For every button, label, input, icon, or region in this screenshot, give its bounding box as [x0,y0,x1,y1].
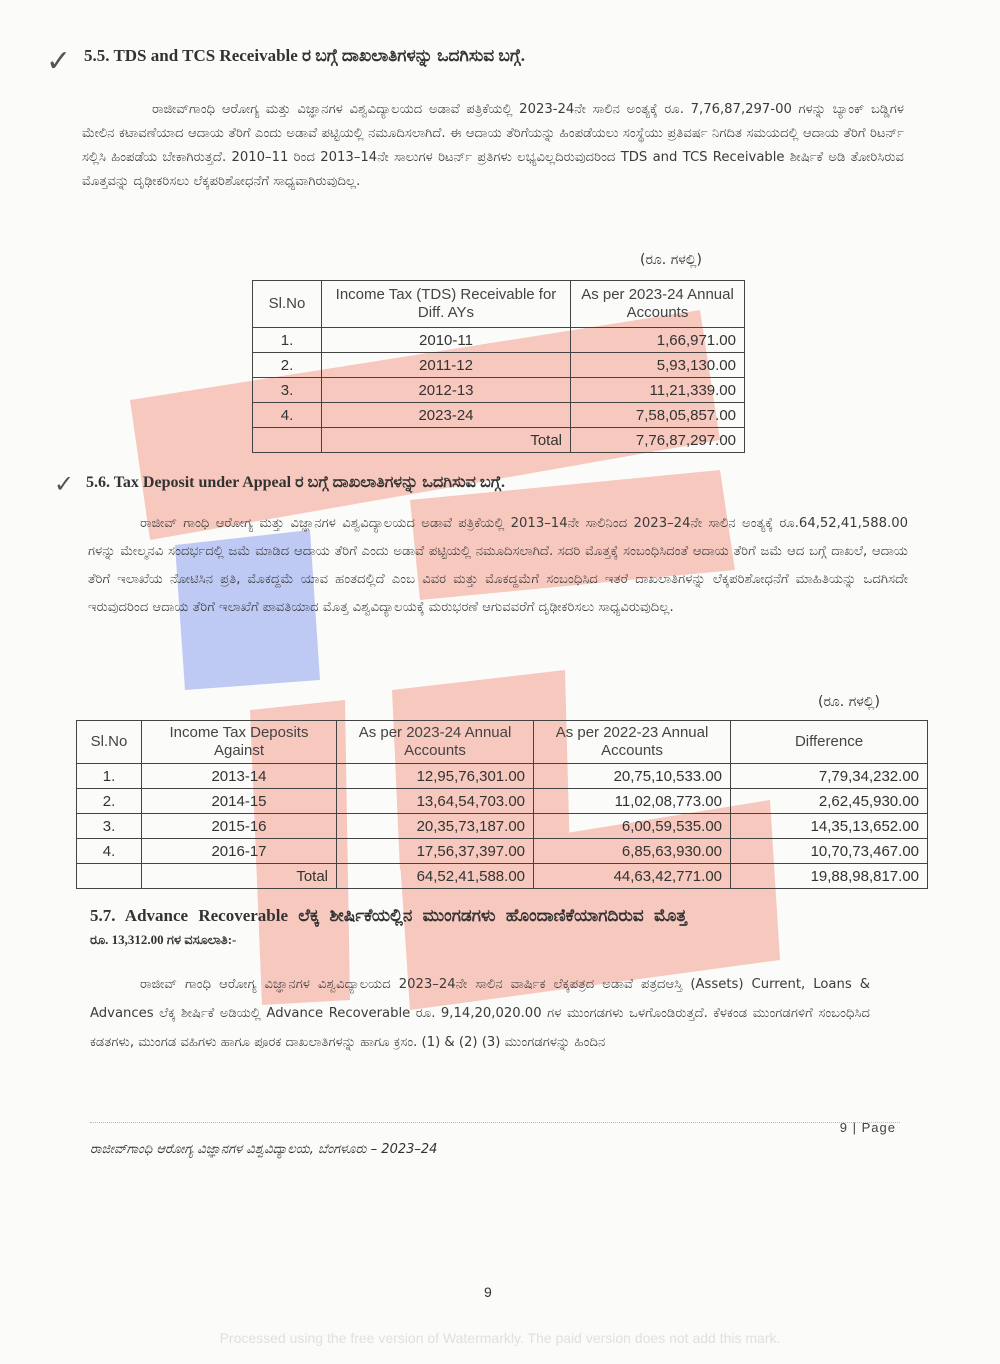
checkmark-icon: ✓ [46,44,72,79]
table-row: 2. 2014-15 13,64,54,703.00 11,02,08,773.00 2,62,45,930.00 [77,789,928,814]
table-row: 3. 2015-16 20,35,73,187.00 6,00,59,535.00 14,35,13,652.00 [77,814,928,839]
footer-divider [90,1122,900,1123]
section-5-7-paragraph: ರಾಜೀವ್ ಗಾಂಧಿ ಆರೋಗ್ಯ ವಿಜ್ಞಾನಗಳ ವಿಶ್ವವಿದ್ಯಾಲಯದ 2023–24ನೇ ಸಾಲಿನ ವಾರ್ಷಿಕ ಲೆಕ್ಕಪತ್ರದ ಅಡಾವೆ ಪತ್ರದಆಸ್ತಿ (Assets) Current, Loans & Advances ಲೆಕ್ಕ ಶೀರ್ಷಿಕೆ ಅಡಿಯಲ್ಲಿ Advance Recoverable ರೂ. 9,14,20,020.00 ಗಳ ಮುಂಗಡಗಳು ಒಳಗೊಂಡಿರುತ್ತದೆ. ಕೆಳಕಂಡ ಮುಂಗಡಗಳಿಗೆ ಸಂಬಂಧಿಸಿದ ಕಡತಗಳು, ಮುಂಗಡ ವಹಿಗಳು ಹಾಗೂ ಪೂರಕ ದಾಖಲಾತಿಗಳನ್ನು ಹಾಗೂ ಕ್ರಸಂ. (1) & (2) (3) ಮುಂಗಡಗಳನ್ನು ಹಿಂದಿನ [90,977,870,1050]
table-header: Sl.No [253,281,322,328]
table-header: Difference [731,721,928,764]
table-row: 2. 2011-12 5,93,130.00 [253,353,745,378]
table-header: As per 2023-24 Annual Accounts [571,281,745,328]
table-total-row: Total 64,52,41,588.00 44,63,42,771.00 19,88,98,817.00 [77,864,928,889]
section-5-5-title: 5.5. TDS and TCS Receivable ರ ಬಗ್ಗೆ ದಾಖಲಾತಿಗಳನ್ನು ಒದಗಿಸುವ ಬಗ್ಗೆ. [84,46,526,65]
table-header: Income Tax Deposits Against [142,721,337,764]
table-row: 1. 2010-11 1,66,971.00 [253,328,745,353]
watermark-notice: Processed using the free version of Watermarkly. The paid version does not add this mark. [219,1330,781,1346]
footer-institution: ರಾಜೀವ್‌ಗಾಂಧಿ ಆರೋಗ್ಯ ವಿಜ್ಞಾನಗಳ ವಿಶ್ವವಿದ್ಯಾಲಯ, ಬೆಂಗಳೂರು – 2023–24 [90,1142,438,1157]
tds-receivable-table [252,280,745,453]
table-row: 4. 2023-24 7,58,05,857.00 [253,403,745,428]
tax-deposit-table [76,720,928,889]
table-header: As per 2022-23 Annual Accounts [534,721,731,764]
section-5-7-title: 5.7. Advance Recoverable ಲೆಕ್ಕ ಶೀರ್ಷಿಕೆಯಲ್ಲಿನ ಮುಂಗಡಗಳು ಹೊಂದಾಣಿಕೆಯಾಗದಿರುವ ಮೊತ್ತ [90,906,687,925]
page-label: 9 | Page [839,1120,896,1135]
section-5-6-paragraph: ರಾಜೀವ್ ಗಾಂಧಿ ಆರೋಗ್ಯ ಮತ್ತು ವಿಜ್ಞಾನಗಳ ವಿಶ್ವವಿದ್ಯಾಲಯದ ಅಡಾವೆ ಪತ್ರಿಕೆಯಲ್ಲಿ 2013–14ನೇ ಸಾಲಿನಿಂದ 2023–24ನೇ ಸಾಲಿನ ಅಂತ್ಯಕ್ಕೆ ರೂ.64,52,41,588.00 ಗಳನ್ನು ಮೇಲ್ಮನವಿ ಸಂದರ್ಭದಲ್ಲಿ ಜಮೆ ಮಾಡಿದ ಆದಾಯ ತೆರಿಗೆ ಎಂದು ಅಡಾವೆ ಪಟ್ಟಿಯಲ್ಲಿ ನಮೂದಿಸಲಾಗಿದೆ. ಸದರಿ ಮೊತ್ತಕ್ಕೆ ಸಂಬಂಧಿಸಿದಂತೆ ಆದಾಯ ತೆರಿಗೆ ಜಮೆ ಆದ ಬಗ್ಗೆ ದಾಖಲೆ, ಆದಾಯ ತೆರಿಗೆ ಇಲಾಖೆಯ ನೋಟಿಸಿನ ಪ್ರತಿ, ಮೊಕದ್ದಮೆ ಯಾವ ಹಂತದಲ್ಲಿದೆ ಎಂಬ ವಿವರ ಮತ್ತು ಮೊಕದ್ದಮೆಗೆ ಸಂಬಂಧಿಸಿದ ಇತರೆ ದಾಖಲಾತಿಗಳನ್ನು ಲೆಕ್ಕಪರಿಶೋಧನೆಗೆ ಮಾಹಿತಿಯನ್ನು ಒದಗಿಸದೇ ಇರುವುದರಿಂದ ಆದಾಯ ತೆರಿಗೆ ಇಲಾಖೆಗೆ ಪಾವತಿಯಾದ ಮೊತ್ತ ವಿಶ್ವವಿದ್ಯಾಲಯಕ್ಕೆ ಮರುಭರಣೆ ಆಗುವವರೆಗೆ ದೃಢೀಕರಿಸಲು ಸಾಧ್ಯವಿರುವುದಿಲ್ಲ. [88,516,908,615]
section-5-7-subtitle: ರೂ. 13,312.00 ಗಳ ವಸೂಲಾತಿ:- [90,932,237,947]
table-header: As per 2023-24 Annual Accounts [337,721,534,764]
section-5-6-title: 5.6. Tax Deposit under Appeal ರ ಬಗ್ಗೆ ದಾಖಲಾತಿಗಳನ್ನು ಒದಗಿಸುವ ಬಗ್ಗೆ. [86,474,505,491]
table-row: 1. 2013-14 12,95,76,301.00 20,75,10,533.00 7,79,34,232.00 [77,764,928,789]
table-row: 3. 2012-13 11,21,339.00 [253,378,745,403]
table-header: Sl.No [77,721,142,764]
page-number: 9 [484,1284,492,1300]
checkmark-icon: ✓ [54,470,75,498]
section-5-5-unit: (ರೂ. ಗಳಲ್ಲಿ) [640,252,702,268]
section-5-5-paragraph: ರಾಜೀವ್‌ಗಾಂಧಿ ಆರೋಗ್ಯ ಮತ್ತು ವಿಜ್ಞಾನಗಳ ವಿಶ್ವವಿದ್ಯಾಲಯದ ಅಡಾವೆ ಪತ್ರಿಕೆಯಲ್ಲಿ 2023-24ನೇ ಸಾಲಿನ ಅಂತ್ಯಕ್ಕೆ ರೂ. 7,76,87,297-00 ಗಳನ್ನು ಬ್ಯಾಂಕ್ ಬಡ್ಡಿಗಳ ಮೇಲಿನ ಕಟಾವಣೆಯಾದ ಆದಾಯ ತೆರಿಗೆ ಎಂದು ಅಡಾವೆ ಪಟ್ಟಿಯಲ್ಲಿ ನಮೂದಿಸಲಾಗಿದೆ. ಈ ಆದಾಯ ತೆರಿಗೆಯನ್ನು ಹಿಂಪಡೆಯಲು ಸಂಸ್ಥೆಯು ಪ್ರತಿವರ್ಷ ನಿಗದಿತ ಸಮಯದಲ್ಲಿ ಆದಾಯ ತೆರಿಗೆ ರಿಟರ್ನ್ ಸಲ್ಲಿಸಿ ಹಿಂಪಡೆಯ ಬೇಕಾಗಿರುತ್ತದೆ. 2010–11 ರಿಂದ 2013–14ನೇ ಸಾಲುಗಳ ರಿಟರ್ನ್ ಪ್ರತಿಗಳು ಲಭ್ಯವಿಲ್ಲದಿರುವುದರಿಂದ TDS and TCS Receivable ಶೀರ್ಷಿಕೆ ಅಡಿ ತೋರಿಸಿರುವ ಮೊತ್ತವನ್ನು ದೃಢೀಕರಿಸಲು ಲೆಕ್ಕಪರಿಶೋಧನೆಗೆ ಸಾಧ್ಯವಾಗಿರುವುದಿಲ್ಲ. [82,102,904,189]
table-header: Income Tax (TDS) Receivable for Diff. AYs [322,281,571,328]
table-total-row: Total 7,76,87,297.00 [253,428,745,453]
section-5-6-unit: (ರೂ. ಗಳಲ್ಲಿ) [818,694,880,710]
table-row: 4. 2016-17 17,56,37,397.00 6,85,63,930.00 10,70,73,467.00 [77,839,928,864]
